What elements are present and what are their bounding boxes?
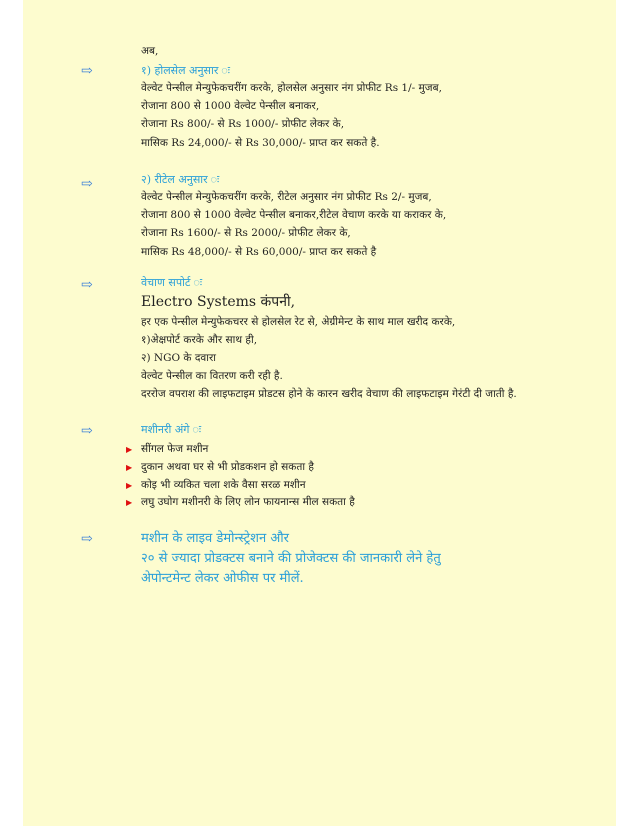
right-arrow-icon: ⇨: [81, 531, 93, 547]
wholesale-line: वेल्वेट पेन्सील मेन्युफेकचरींग करके, होलसेल अनुसार नंग प्रोफीट Rs 1/- मुजब,: [141, 82, 442, 94]
triangle-bullet-icon: ▶: [126, 463, 133, 472]
wholesale-line: रोजाना Rs 800/- से Rs 1000/- प्रोफीट लेकर के,: [141, 118, 345, 130]
closing-line: अेपोन्टमेन्ट लेकर ओफीस पर मीलें.: [141, 571, 304, 586]
retail-line: मासिक Rs 48,000/- से Rs 60,000/- प्राप्त कर सकते है: [141, 246, 377, 258]
wholesale-line: रोजाना 800 से 1000 वेल्वेट पेन्सील बनाकर,: [141, 100, 320, 112]
triangle-bullet-icon: ▶: [126, 498, 133, 507]
right-arrow-icon: ⇨: [81, 423, 93, 439]
right-arrow-icon: ⇨: [81, 176, 93, 192]
sales-support-line: १)अेक्षपोर्ट करके और साथ ही,: [141, 334, 258, 346]
machinery-item: लघु उघोग मशीनरी के लिए लोन फायनान्स मील सकता है: [141, 496, 355, 508]
machinery-item: दुकान अथवा घर से भी प्रोडकशन हो सकता है: [141, 461, 314, 473]
sales-support-line: वेल्वेट पेन्सील का वितरण करी रही है.: [141, 370, 283, 382]
company-name: Electro Systems कंपनी,: [141, 294, 296, 310]
machinery-item: कोइ भी व्यकित चला शके वैसा सरळ मशीन: [141, 479, 306, 491]
wholesale-line: मासिक Rs 24,000/- से Rs 30,000/- प्राप्त कर सकते है.: [141, 137, 380, 149]
sales-support-line: हर एक पेन्सील मेन्युफेकचरर से होलसेल रेट से, अेग्रीमेन्ट के साथ माल खरीद करके,: [141, 316, 456, 328]
document-page: [23, 0, 616, 826]
retail-heading: २) रीटेल अनुसार ः: [141, 173, 220, 186]
intro-text: अब,: [141, 45, 159, 57]
machinery-heading: मशीनरी अंगे ः: [141, 423, 202, 436]
sales-support-line: दरराेज वपराश की लाइफटाइम प्रोडटस होने के कारन खरीद वेचाण की लाइफटाइम गेरंटी दी जाती है.: [141, 388, 517, 400]
retail-line: रोजाना Rs 1600/- से Rs 2000/- प्रोफीट लेकर के,: [141, 227, 351, 239]
wholesale-heading: १) होलसेल अनुसार ः: [141, 64, 230, 77]
triangle-bullet-icon: ▶: [126, 481, 133, 490]
closing-line: मशीन के लाइव डेमोन्स्ट्रेशन और: [141, 531, 289, 546]
machinery-item: सींगल फेज मशीन: [141, 443, 209, 455]
sales-support-line: २) NGO के दवारा: [141, 352, 216, 364]
triangle-bullet-icon: ▶: [126, 445, 133, 454]
retail-line: रोजाना 800 से 1000 वेल्वेट पेन्सील बनाकर,रीटेल वेचाण करके या कराकर के,: [141, 209, 447, 221]
sales-support-heading: वेचाण सपोर्ट ः: [141, 276, 203, 289]
closing-line: २० से ज्यादा प्रोडक्टस बनाने की प्रोजेक्टस की जानकारी लेने हेतु: [141, 551, 441, 566]
right-arrow-icon: ⇨: [81, 63, 93, 79]
right-arrow-icon: ⇨: [81, 277, 93, 293]
retail-line: वेल्वेट पेन्सील मेन्युफेकचरींग करके, रीटेल अनुसार नंग प्रोफीट Rs 2/- मुजब,: [141, 191, 432, 203]
